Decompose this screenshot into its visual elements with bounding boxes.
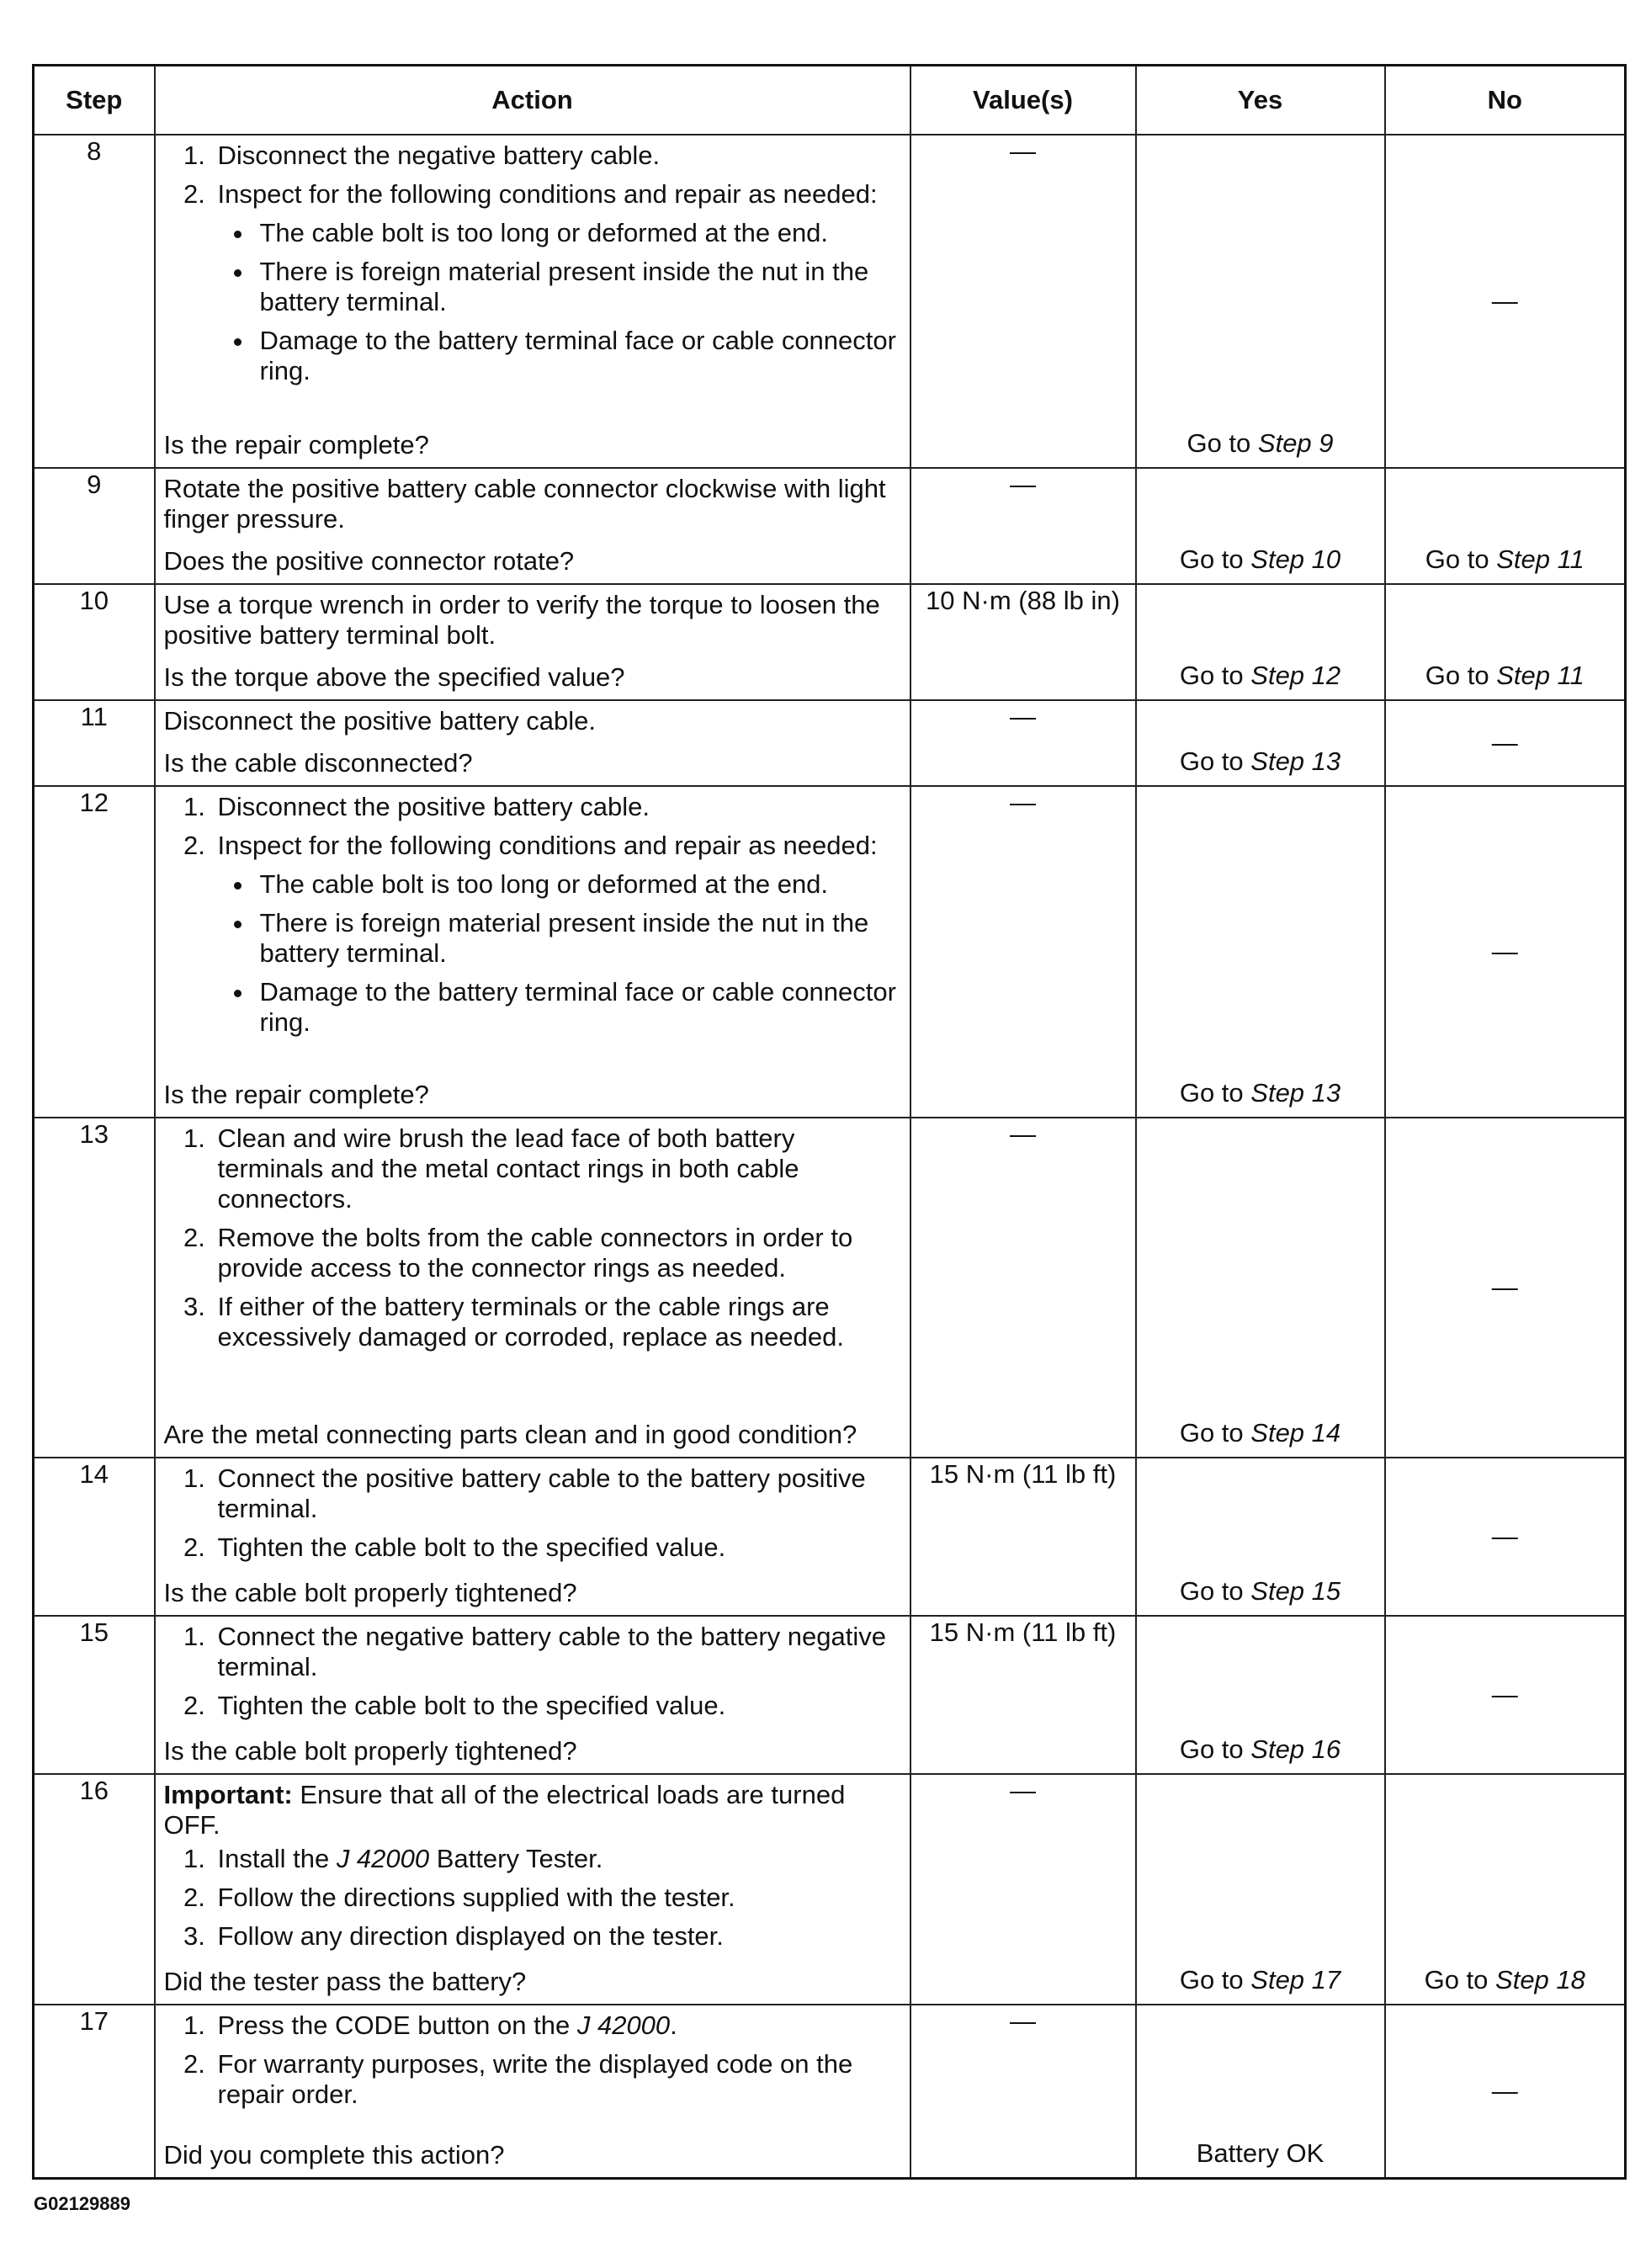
step-link: Step 16: [1250, 1734, 1341, 1764]
no-cell: [1385, 1616, 1626, 1774]
table-row-step-15: [34, 1616, 1626, 1774]
goto-prefix: Go to: [1179, 1965, 1244, 1994]
action-step: 2. Tighten the cable bolt to the specified value.: [213, 1691, 901, 1721]
no-cell: [1385, 468, 1626, 584]
table-row-step-13: [34, 1118, 1626, 1458]
important-note: [164, 1780, 901, 1840]
step-number: 9: [34, 468, 155, 584]
action-step: 3. Follow any direction displayed on the tester.: [213, 1921, 901, 1952]
value-cell: —: [910, 700, 1136, 786]
goto-prefix: Go to: [1186, 428, 1251, 458]
action-step: 2. Tighten the cable bolt to the specified value.: [213, 1532, 901, 1563]
condition-bullet: • The cable bolt is too long or deformed at the end.: [255, 869, 901, 900]
important-label: Important:: [163, 1780, 293, 1809]
action-step: [213, 831, 901, 1038]
action-step-text: Press the CODE button on the: [217, 2010, 577, 2040]
step-link: Step 13: [1250, 1078, 1341, 1107]
table-row-step-14: [34, 1458, 1626, 1616]
step-number: 11: [34, 700, 155, 786]
step-number: 12: [34, 786, 155, 1118]
no-cell: [1385, 2005, 1626, 2178]
value-cell: —: [910, 1774, 1136, 2005]
goto-prefix: Go to: [1179, 661, 1244, 690]
step-link: Step 17: [1250, 1965, 1341, 1994]
value-cell: —: [910, 135, 1136, 468]
goto-prefix: Go to: [1179, 544, 1244, 574]
action-step: 1. Clean and wire brush the lead face of both battery terminals and the metal contact rings in both cable connectors.: [213, 1123, 901, 1214]
action-step-text: Inspect for the following conditions and repair as needed:: [217, 831, 878, 860]
step-number: 8: [34, 135, 155, 468]
goto-prefix: Go to: [1425, 544, 1489, 574]
goto-prefix: Go to: [1425, 661, 1489, 690]
important-text: Ensure that all of the electrical loads are turned OFF.: [163, 1780, 846, 1840]
action-question: Did you complete this action?: [163, 2139, 505, 2170]
header-action: Action: [155, 66, 910, 135]
yes-cell: [1136, 468, 1385, 584]
table-row-step-10: [34, 584, 1626, 700]
step-link: Step 11: [1496, 544, 1585, 574]
value-cell: —: [910, 1118, 1136, 1458]
table-row-step-8: [34, 135, 1626, 468]
tool-name: J 42000: [576, 2010, 671, 2040]
value-cell: 10 N·m (88 lb in): [910, 584, 1136, 700]
no-cell: [1385, 135, 1626, 468]
yes-cell: [1136, 700, 1385, 786]
table-row-step-17: [34, 2005, 1626, 2178]
no-cell: [1385, 1118, 1626, 1458]
table-row-step-9: [34, 468, 1626, 584]
action-step: 2. Follow the directions supplied with the tester.: [213, 1883, 901, 1913]
value-cell: —: [910, 786, 1136, 1118]
action-cell: [155, 1118, 910, 1458]
no-value: —: [1491, 1680, 1518, 1709]
step-number: 14: [34, 1458, 155, 1616]
figure-code: G02129889: [34, 2193, 130, 2214]
step-link: Step 14: [1250, 1418, 1341, 1447]
tool-name: J 42000: [336, 1844, 430, 1873]
header-step: Step: [34, 66, 155, 135]
action-cell: [155, 135, 910, 468]
action-question: Is the repair complete?: [163, 1080, 429, 1109]
header-row: [34, 66, 1626, 135]
step-link: Step 12: [1250, 661, 1341, 690]
condition-bullet: • Damage to the battery terminal face or cable connector ring.: [255, 977, 901, 1038]
action-question: Is the cable bolt properly tightened?: [163, 1578, 577, 1607]
action-step: 2. For warranty purposes, write the displayed code on the repair order.: [213, 2049, 901, 2110]
condition-bullet: • There is foreign material present inside the nut in the battery terminal.: [255, 257, 901, 317]
diagnostic-table: [32, 64, 1627, 2180]
action-cell: [155, 468, 910, 584]
action-step: 2. Remove the bolts from the cable connectors in order to provide access to the connector rings as needed.: [213, 1223, 901, 1283]
yes-cell: [1136, 1118, 1385, 1458]
action-question: Did the tester pass the battery?: [163, 1967, 527, 1996]
no-value: —: [1491, 728, 1518, 757]
action-cell: [155, 2005, 910, 2178]
action-step: 3. If either of the battery terminals or the cable rings are excessively damaged or corroded, replace as needed.: [213, 1292, 901, 1352]
header-yes: Yes: [1136, 66, 1385, 135]
action-step: [213, 1844, 901, 1874]
action-step-text: .: [670, 2010, 677, 2040]
value-cell: —: [910, 468, 1136, 584]
goto-prefix: Go to: [1179, 1576, 1244, 1606]
no-value: —: [1491, 1522, 1518, 1551]
goto-prefix: Go to: [1424, 1965, 1489, 1994]
action-cell: [155, 1616, 910, 1774]
yes-cell: [1136, 1458, 1385, 1616]
goto-prefix: Go to: [1179, 1734, 1244, 1764]
step-link: Step 9: [1257, 428, 1334, 458]
action-step-text: Battery Tester.: [429, 1844, 603, 1873]
action-text: Rotate the positive battery cable connector clockwise with light finger pressure.: [163, 474, 886, 534]
step-link: Step 13: [1250, 746, 1341, 776]
condition-bullet: • There is foreign material present inside the nut in the battery terminal.: [255, 908, 901, 969]
action-question: Is the cable bolt properly tightened?: [163, 1736, 577, 1766]
value-cell: 15 N·m (11 lb ft): [910, 1458, 1136, 1616]
no-cell: [1385, 1774, 1626, 2005]
value-cell: —: [910, 2005, 1136, 2178]
goto-prefix: Go to: [1179, 746, 1244, 776]
action-question: Are the metal connecting parts clean and in good condition?: [163, 1420, 857, 1449]
table-row-step-12: [34, 786, 1626, 1118]
action-cell: [155, 786, 910, 1118]
step-number: 15: [34, 1616, 155, 1774]
action-question: Is the repair complete?: [163, 430, 429, 459]
yes-cell: [1136, 584, 1385, 700]
action-cell: [155, 1774, 910, 2005]
yes-cell: [1136, 786, 1385, 1118]
action-step-text: Install the: [217, 1844, 337, 1873]
action-step: 1. Connect the positive battery cable to the battery positive terminal.: [213, 1463, 901, 1524]
action-step: 1. Connect the negative battery cable to the battery negative terminal.: [213, 1622, 901, 1682]
action-step-text: Inspect for the following conditions and repair as needed:: [217, 179, 878, 209]
action-question: Is the cable disconnected?: [163, 748, 473, 778]
condition-bullet: • Damage to the battery terminal face or cable connector ring.: [255, 326, 901, 386]
condition-bullet: • The cable bolt is too long or deformed at the end.: [255, 218, 901, 248]
action-question: Is the torque above the specified value?: [163, 662, 625, 692]
yes-cell: [1136, 1774, 1385, 2005]
action-step: 1. Disconnect the positive battery cable.: [213, 792, 901, 822]
value-cell: 15 N·m (11 lb ft): [910, 1616, 1136, 1774]
no-value: —: [1491, 1272, 1518, 1302]
step-link: Step 11: [1496, 661, 1585, 690]
no-value: —: [1491, 2075, 1518, 2106]
step-number: 17: [34, 2005, 155, 2178]
no-cell: [1385, 700, 1626, 786]
goto-prefix: Go to: [1179, 1078, 1244, 1107]
action-text: Disconnect the positive battery cable.: [163, 706, 596, 736]
yes-cell: [1136, 135, 1385, 468]
step-number: 13: [34, 1118, 155, 1458]
action-question: Does the positive connector rotate?: [163, 546, 575, 576]
no-cell: [1385, 1458, 1626, 1616]
yes-result: Battery OK: [1196, 2138, 1325, 2168]
no-value: —: [1491, 937, 1518, 966]
step-number: 16: [34, 1774, 155, 2005]
step-number: 10: [34, 584, 155, 700]
yes-cell: [1136, 1616, 1385, 1774]
table-row-step-11: [34, 700, 1626, 786]
no-value: —: [1491, 286, 1518, 316]
action-cell: [155, 1458, 910, 1616]
action-step: 1. Disconnect the negative battery cable.: [213, 141, 901, 171]
step-link: Step 10: [1250, 544, 1341, 574]
step-link: Step 15: [1250, 1576, 1341, 1606]
step-link: Step 18: [1495, 1965, 1585, 1994]
action-cell: [155, 700, 910, 786]
table-row-step-16: [34, 1774, 1626, 2005]
yes-cell: [1136, 2005, 1385, 2178]
no-cell: [1385, 584, 1626, 700]
action-step: [213, 2010, 901, 2041]
action-cell: [155, 584, 910, 700]
header-values: Value(s): [910, 66, 1136, 135]
goto-prefix: Go to: [1179, 1418, 1244, 1447]
action-step: [213, 179, 901, 386]
header-no: No: [1385, 66, 1626, 135]
no-cell: [1385, 786, 1626, 1118]
action-text: Use a torque wrench in order to verify the torque to loosen the positive battery terminal bolt.: [163, 590, 880, 650]
